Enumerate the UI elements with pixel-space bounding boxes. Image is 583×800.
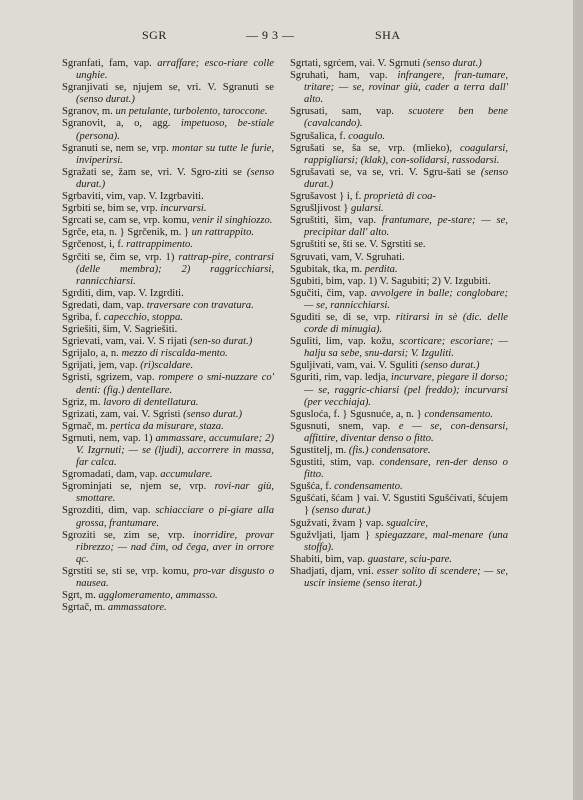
entry-headword: Sgranov, m. <box>62 106 116 118</box>
entry-headword: Sgrt, m. <box>62 590 99 602</box>
dictionary-entry <box>62 227 274 239</box>
dictionary-entry <box>62 360 274 372</box>
entry-gloss: (sen-so durat.) <box>189 336 253 348</box>
entry-gloss: gularsi. <box>351 203 384 215</box>
entry-gloss: schiacciare o pi-giare alla grossa, frantumare. <box>76 505 274 529</box>
dictionary-entry <box>62 143 274 167</box>
entry-headword: Sgrušavati se, va se, vri. V. Sgru-šati se <box>290 166 481 178</box>
entry-headword: Sgražati se, žam se, vri. V. Sgro-ziti se <box>62 166 247 178</box>
dictionary-entry <box>290 264 508 276</box>
page-number: — 9 3 — <box>246 28 295 42</box>
entry-gloss: un petulante, turbolento, taroccone. <box>115 106 268 118</box>
dictionary-entry <box>290 252 508 264</box>
entry-gloss: accumulare. <box>160 469 213 481</box>
dictionary-entry <box>62 82 274 106</box>
entry-gloss: esser solito di scendere; — se, uscir insieme (senso iterat.) <box>304 565 508 590</box>
dictionary-entry <box>62 336 274 348</box>
dictionary-entry <box>290 215 508 239</box>
entry-gloss: infrangere, fran-tumare, tritare; — se, rovinar giù, cader a terra dall' alto. <box>304 70 508 106</box>
entry-headword: Sgrnuti, nem, vap. 1) <box>62 432 156 444</box>
dictionary-entry <box>62 191 274 203</box>
dictionary-entry <box>62 566 274 590</box>
dictionary-entry <box>62 58 274 82</box>
entry-gloss: rattrappimento. <box>126 239 193 251</box>
entry-headword: Sgužvljati, ljam } <box>290 529 376 541</box>
dictionary-entry <box>62 239 274 251</box>
left-column <box>62 58 274 614</box>
entry-gloss: traversare con travatura. <box>146 299 254 311</box>
entry-gloss: spiegazzare, mal-menare (una stoffa). <box>304 529 508 553</box>
entry-gloss: sgualcire, <box>386 517 428 529</box>
entry-gloss: capecchio, stoppa. <box>103 311 183 323</box>
entry-headword: Sguditi se, di se, vrp. <box>290 311 396 323</box>
dictionary-entry <box>290 360 508 372</box>
entry-headword: Sgušćati, šćam } vai. V. Sgustiti Sgušćivati, šćujem } <box>290 493 508 517</box>
entry-headword: Sgrusati, sam, vap. <box>290 106 409 118</box>
entry-headword: Sgrditi, dim, vap. V. Izgrditi. <box>62 287 184 299</box>
entry-gloss: mezzo di riscalda-mento. <box>121 348 228 360</box>
entry-headword: Sgristi, sgrizem, vap. <box>62 372 159 384</box>
entry-gloss: montar su tutte le furie, inviperirsi. <box>76 142 274 166</box>
dictionary-entry <box>290 191 508 203</box>
entry-gloss: e — se, con-densarsi, affittire, diventar denso o fitto. <box>304 420 508 444</box>
entry-gloss: (senso durat.) <box>311 505 371 517</box>
entry-headword: Sgustitelj, m. <box>290 445 349 456</box>
entry-gloss: inorridire, provar ribrezzo; — nad čim, od čega, aver in orrore qc. <box>76 529 275 565</box>
entry-headword: Sgranuti se, nem se, vrp. <box>62 142 172 154</box>
dictionary-entry <box>62 433 274 469</box>
entry-gloss: proprietà di coa- <box>363 191 436 203</box>
entry-headword: Sgusnuti, snem, vap. <box>290 420 399 432</box>
dictionary-entry <box>290 106 508 130</box>
entry-headword: Sgušća, f. <box>290 481 335 493</box>
entry-gloss: rattrap-pire, contrarsi (delle membra); 2) raggricchiarsi, rannicchiarsi. <box>76 251 274 287</box>
entry-gloss: incurvare, piegare il dorso; — se, raggric-chiarsi (pel freddo); incurvarsi (per vecchiaja). <box>304 372 508 408</box>
dictionary-entry <box>62 203 274 215</box>
dictionary-entry <box>62 409 274 421</box>
entry-gloss: incurvarsi. <box>160 203 207 215</box>
right-column <box>290 58 508 590</box>
dictionary-entry <box>62 167 274 191</box>
entry-gloss: (senso durat.) <box>76 94 135 106</box>
dictionary-entry <box>62 590 274 602</box>
entry-gloss: venir il singhiozzo. <box>192 215 273 227</box>
entry-headword: Sgruštiti se, šti se. V. Sgrstiti se. <box>290 239 426 251</box>
entry-gloss: condensamento. <box>334 481 403 493</box>
entry-gloss: (senso durat.) <box>422 58 482 69</box>
left-guide-word: SGR <box>142 28 167 42</box>
entry-headword: Sgrušljivost } <box>290 203 352 215</box>
entry-gloss: scuotere ben bene (cavalcando). <box>304 106 508 130</box>
entry-headword: Sgrušalica, f. <box>290 130 349 142</box>
dictionary-entry <box>290 457 508 481</box>
entry-gloss: condensamento. <box>424 408 493 420</box>
entry-gloss: (senso durat.) <box>76 166 274 190</box>
entry-gloss: agglomeramento, ammasso. <box>98 590 218 602</box>
dictionary-entry <box>290 143 508 167</box>
entry-gloss: scorticare; escoriare; — halju sa sebe, snu-darsi; V. Izguliti. <box>304 336 508 360</box>
entry-headword: Sgubitak, tka, m. <box>290 263 365 275</box>
entry-headword: Sgranjivati se, njujem se, vri. V. Sgranuti se <box>62 82 274 94</box>
entry-gloss: pertica da misurare, staza. <box>110 420 224 432</box>
entry-headword: Sgriz, m. <box>62 396 104 408</box>
dictionary-entry <box>62 300 274 312</box>
entry-gloss: (senso durat.) <box>183 408 242 420</box>
entry-headword: Sgužvati, žvam } vap. <box>290 517 387 529</box>
entry-headword: Sgrizati, zam, vai. V. Sgristi <box>62 408 184 420</box>
dictionary-entry <box>290 70 508 106</box>
dictionary-entry <box>290 372 508 408</box>
entry-headword: Sgruštiti, šim, vap. <box>290 215 382 227</box>
page-header <box>0 28 583 44</box>
entry-headword: Sgrijati, jem, vap. <box>62 360 141 372</box>
entry-headword: Sgrtati, sgrćem, vai. V. Sgrnuti <box>290 58 423 69</box>
entry-headword: Sgrnač, m. <box>62 420 111 432</box>
dictionary-entry <box>290 58 508 70</box>
dictionary-entry <box>290 409 508 421</box>
dictionary-entry <box>290 493 508 517</box>
dictionary-entry <box>290 530 508 554</box>
entry-headword: Sgučiti, čim, vap. <box>290 287 371 299</box>
entry-headword: Sgrčenost, i, f. <box>62 239 127 251</box>
dictionary-entry <box>290 421 508 445</box>
entry-headword: Shadjati, djam, vni. <box>290 565 377 577</box>
dictionary-entry <box>62 469 274 481</box>
entry-gloss: coagularsi, rappigliarsi; (klak), con-solidarsi, rassodarsi. <box>304 142 508 166</box>
entry-gloss: arraffare; esco-riare colle unghie. <box>76 58 274 82</box>
entry-headword: Shabiti, bim, vap. <box>290 553 368 565</box>
entry-headword: Sgrcati se, cam se, vrp. komu, <box>62 215 193 227</box>
entry-headword: Sgubiti, bim, vap. 1) V. Sagubiti; 2) V. Izgubiti. <box>290 275 491 287</box>
dictionary-entry <box>290 336 508 360</box>
entry-headword: Sgrčiti se, čim se, vrp. 1) <box>62 251 179 263</box>
entry-headword: Sgredati, dam, vap. <box>62 299 147 311</box>
entry-headword: Sgranovit, a, o, agg. <box>62 118 181 130</box>
dictionary-entry <box>290 131 508 143</box>
entry-gloss: (ri)scaldare. <box>140 360 194 372</box>
entry-gloss: pro-var disgusto o nausea. <box>76 565 274 590</box>
entry-gloss: (senso durat.) <box>420 360 480 372</box>
dictionary-entry <box>290 288 508 312</box>
entry-headword: Sgrstiti se, sti se, vrp. komu, <box>62 565 194 577</box>
dictionary-entry <box>290 481 508 493</box>
entry-headword: Sgromadati, dam, vap. <box>62 469 161 481</box>
entry-headword: Sgrušavost } i, f. <box>290 191 364 203</box>
entry-headword: Sguljivati, vam, vai. V. Sguliti <box>290 360 421 372</box>
entry-headword: Sgriešiti, šim, V. Sagriešiti. <box>62 324 178 336</box>
entry-gloss: impetuoso, be-stiale (persona). <box>76 118 274 142</box>
entry-headword: Sgrče, eta, n. } Sgrčenik, m. } <box>62 227 192 239</box>
dictionary-entry <box>290 276 508 288</box>
dictionary-entry <box>290 167 508 191</box>
entry-gloss: perdita. <box>364 263 398 275</box>
entry-headword: Sgroziti se, zim se, vrp. <box>62 529 194 541</box>
entry-headword: Sgrozditi, dim, vap. <box>62 505 156 517</box>
dictionary-entry <box>290 566 508 590</box>
entry-gloss: un rattrappito. <box>191 227 255 239</box>
dictionary-entry <box>62 215 274 227</box>
entry-gloss: avvolgere in balle; conglobare; — se, rannicchiarsi. <box>304 287 508 311</box>
entry-headword: Sgusloća, f. } Sgusnuće, a, n. } <box>290 408 425 420</box>
entry-gloss: guastare, sciu-pare. <box>367 553 452 565</box>
entry-gloss: ammassare, accumulare; 2) V. Izgrnuti; — se (ljudi), accorrere in massa, far calca. <box>76 432 274 469</box>
entry-gloss: condensare, ren-der denso o fitto. <box>304 457 508 481</box>
entry-headword: Sgrijalo, a, n. <box>62 348 122 360</box>
entry-headword: Sgruvati, vam, V. Sgruhati. <box>290 251 405 263</box>
dictionary-entry <box>62 348 274 360</box>
entry-headword: Sgrievati, vam, vai. V. S rijati <box>62 336 190 348</box>
entry-gloss: frantumare, pe-stare; — se, precipitar dall' alto. <box>304 215 508 239</box>
dictionary-entry <box>62 106 274 118</box>
entry-headword: Sgriba, f. <box>62 311 104 323</box>
entry-gloss: ritirarsi in sè (dic. delle corde di minugia). <box>304 311 508 336</box>
dictionary-entry <box>62 602 274 614</box>
dictionary-entry <box>290 518 508 530</box>
entry-headword: Sgruhati, ham, vap. <box>290 70 398 82</box>
dictionary-entry <box>290 312 508 336</box>
dictionary-entry <box>62 397 274 409</box>
entry-gloss: (senso durat.) <box>304 166 508 190</box>
entry-headword: Sguriti, rim, vap. ledja, <box>290 372 391 384</box>
dictionary-entry <box>62 252 274 288</box>
dictionary-entry <box>62 421 274 433</box>
page-edge-shadow <box>573 0 583 800</box>
dictionary-entry <box>62 530 274 566</box>
entry-headword: Sguliti, lim, vap. kožu, <box>290 336 400 348</box>
dictionary-entry <box>290 203 508 215</box>
dictionary-entry <box>62 312 274 324</box>
entry-headword: Sgrtač, m. <box>62 602 108 614</box>
entry-headword: Sgrominjati se, njem se, vrp. <box>62 481 215 493</box>
entry-headword: Sgrbiti se, bim se, vrp. <box>62 203 161 215</box>
dictionary-entry <box>62 324 274 336</box>
dictionary-entry <box>62 372 274 396</box>
entry-gloss: rompere o smi-nuzzare co' denti: (fig.) dentellare. <box>76 372 274 396</box>
entry-gloss: ammassatore. <box>107 602 167 614</box>
dictionary-entry <box>62 505 274 529</box>
entry-headword: Sgrbaviti, vim, vap. V. Izgrbaviti. <box>62 191 204 203</box>
dictionary-entry <box>62 288 274 300</box>
dictionary-entry <box>290 554 508 566</box>
entry-gloss: lavoro di dentellatura. <box>103 396 199 408</box>
entry-gloss: coagulo. <box>348 130 386 142</box>
right-guide-word: SHA <box>375 28 401 42</box>
dictionary-entry <box>62 118 274 142</box>
dictionary-entry <box>290 239 508 251</box>
entry-headword: Sgranfati, fam, vap. <box>62 58 158 69</box>
dictionary-entry <box>290 445 508 457</box>
entry-gloss: (fis.) condensatore. <box>348 445 431 456</box>
entry-headword: Sgustiti, stim, vap. <box>290 457 380 469</box>
dictionary-entry <box>62 481 274 505</box>
entry-headword: Sgrušati se, ša se, vrp. (mlieko), <box>290 142 461 154</box>
entry-gloss: rovi-nar giù, smottare. <box>76 481 275 505</box>
